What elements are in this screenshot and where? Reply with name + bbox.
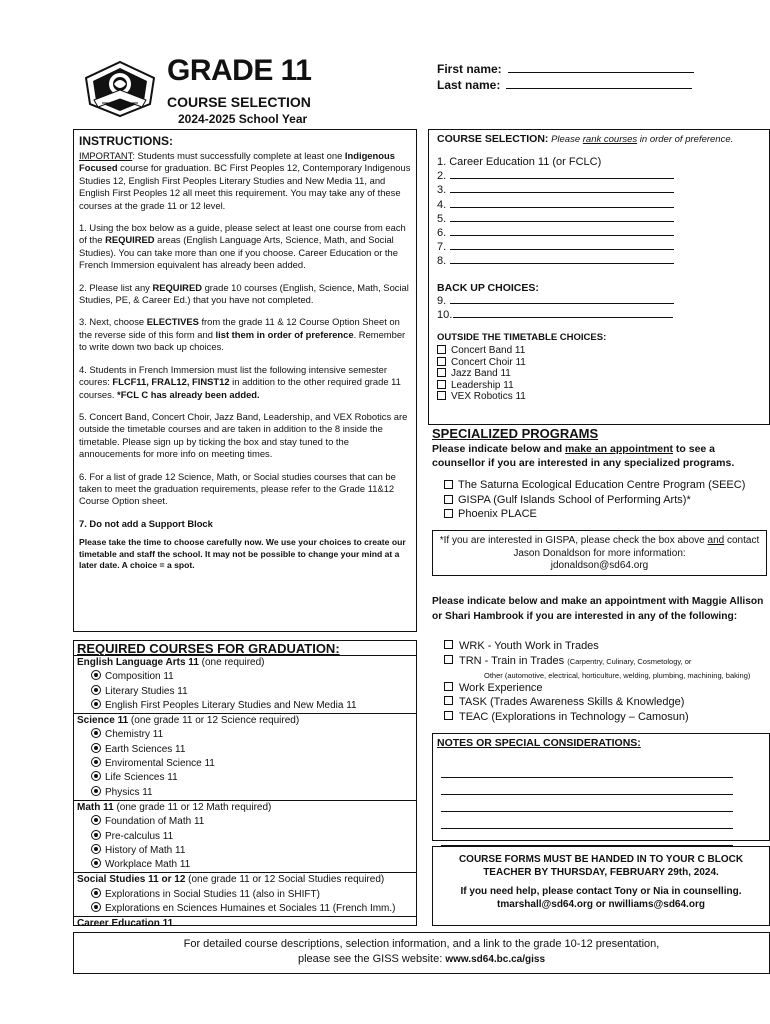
radio-button[interactable] [91,844,101,854]
trades-desc: Please indicate below and make an appointment with Maggie Allison or Shari Hambrook if you are interested in any of the following: [432,596,764,622]
specialized-choice[interactable]: The Saturna Ecological Education Centre Program (SEEC) [444,478,745,493]
notes-line[interactable] [441,818,733,829]
course-selection-heading: COURSE SELECTION: Please rank courses in order of preference. [437,133,734,145]
trades-choice[interactable]: WRK - Youth Work in Trades [444,639,750,654]
forms-due-box [432,846,770,926]
instructions-box [73,129,417,632]
outside-choice[interactable]: Jazz Band 11 [437,368,761,380]
gispa-contact-email[interactable]: jdonaldson@sd64.org [550,560,649,571]
notes-title: NOTES OR SPECIAL CONSIDERATIONS: [437,737,641,749]
backup-row[interactable]: 9. [437,294,761,308]
instructions-heading: INSTRUCTIONS: [79,134,173,148]
trades-choice[interactable]: TEAC (Explorations in Technology – Camosun) [444,710,750,725]
checkbox[interactable] [444,495,453,504]
specialized-programs-list [444,478,745,522]
checkbox[interactable] [444,509,453,518]
backup-row[interactable]: 10. [437,308,761,322]
radio-button[interactable] [91,902,101,912]
school-crest-logo [80,60,160,118]
required-section-math: Math 11 (one grade 11 or 12 Math required) Foundation of Math 11 Pre-calculus 11 History of Math 11 Workplace Math 11 [74,801,416,873]
page-subtitle: COURSE SELECTION [167,94,311,110]
required-section-social-studies: Social Studies 11 or 12 (one grade 11 or 12 Social Studies required) Explorations in Social Studies 11 (also in SHIFT) Explorations en Sciences Humaines et Sociales 11 (French Imm.) [74,873,416,917]
course-option[interactable]: Foundation of Math 11 [77,815,413,829]
trades-choice[interactable]: Work Experience [444,681,750,696]
course-option[interactable]: Literary Studies 11 [77,685,413,699]
notes-box [432,733,770,841]
checkbox[interactable] [444,640,453,649]
required-career-education: Career Education 11 [77,918,174,930]
required-courses-box [73,640,417,930]
radio-button[interactable] [91,757,101,767]
instruction-5: 5. Concert Band, Concert Choir, Jazz Band, Leadership, and VEX Robotics are outside the timetable courses and are taken in addition to the 8 inside the timetable. Please sign up by ticking the box and stay tuned to the annoucements for more info on meeting times. [79,410,408,460]
checkbox[interactable] [437,391,446,400]
specialized-programs-desc: Please indicate below and make an appointment to see a counsellor if you are interested in any specialized programs. [432,443,735,469]
counselling-contact: If you need help, please contact Tony or Nia in counselling. tmarshall@sd64.org or nwilliams@sd64.org [460,886,742,910]
first-name-field[interactable] [437,61,694,76]
checkbox[interactable] [437,368,446,377]
checkbox[interactable] [437,345,446,354]
radio-button[interactable] [91,786,101,796]
outside-choice[interactable]: Concert Band 11 [437,345,761,357]
backup-heading: BACK UP CHOICES: [437,281,539,294]
radio-button[interactable] [91,728,101,738]
required-section-science: Science 11 (one grade 11 or 12 Science required) Chemistry 11 Earth Sciences 11 Enviromental Science 11 Life Sciences 11 Physics 11 [74,714,416,801]
gispa-note [432,530,767,576]
radio-button[interactable] [91,815,101,825]
instruction-4: 4. Students in French Immersion must list the following intensive semester coures: FLCF11, FRAL12, FINST12 in addition to the other required grade 11 courses. *FCL C has already been added. [79,363,401,400]
course-option[interactable]: Pre-calculus 11 [77,830,413,844]
trades-choice-detail: Other (automotive, electrical, horticulture, welding, plumbing, machining, baking) [484,670,751,680]
notes-line[interactable] [441,835,733,846]
giss-website-link[interactable]: www.sd64.bc.ca/giss [445,953,546,965]
selection-row[interactable]: 4. [437,198,761,212]
outside-choice[interactable]: Concert Choir 11 [437,357,761,369]
instruction-1: 1. Using the box below as a guide, please select at least one course from each of the REQUIRED areas (English Language Arts, Science, Math, and Social Studies). You can take more than one if you choose. Career Education or the French Immersion equivalent has already been added. [79,222,406,271]
instruction-7: 7. Do not add a Support Block [79,517,213,529]
specialized-choice[interactable]: Phoenix PLACE [444,507,745,522]
course-option[interactable]: Explorations in Social Studies 11 (also in SHIFT) [77,888,413,902]
selection-row[interactable]: 5. [437,212,761,226]
checkbox[interactable] [444,711,453,720]
course-option[interactable]: Workplace Math 11 [77,858,413,872]
outside-timetable-heading: OUTSIDE THE TIMETABLE CHOICES: [437,332,607,344]
course-option[interactable]: Composition 11 [77,670,413,684]
footer-box [73,932,770,974]
radio-button[interactable] [91,685,101,695]
course-option[interactable]: Earth Sciences 11 [77,743,413,757]
trades-choice[interactable]: TASK (Trades Awareness Skills & Knowledge) [444,695,750,710]
radio-button[interactable] [91,858,101,868]
checkbox[interactable] [444,655,453,664]
last-name-field[interactable] [437,77,692,92]
instruction-2: 2. Please list any REQUIRED grade 10 courses (English, Science, Math, Social Studies, PE, & Career Ed.) that you have not completed. [79,281,409,306]
instruction-warning: Please take the time to choose carefully now. We use your choices to create our timetable and staff the school. It may not be possible to change your mind at a later date. A choice = a spot. [79,537,406,571]
course-option[interactable]: Enviromental Science 11 [77,757,413,771]
course-option[interactable]: Life Sciences 11 [77,771,413,785]
radio-button[interactable] [91,888,101,898]
course-option[interactable]: Chemistry 11 [77,728,413,742]
selection-row[interactable]: 3. [437,183,761,197]
instruction-important: IMPORTANT: Students must successfully complete at least one Indigenous Focused course for graduation. BC First Peoples 12, Contemporary Indigenous Studies 12, English First Peoples Literary Studies and New Media 11, and English First Peoples 12 all meet this requirement. You may take any of these courses at the grade 11 or 12 level. [79,150,411,211]
footer-text: For detailed course descriptions, selection information, and a link to the grade 10-12 presentation, please see the GISS website: www.sd64.bc.ca/giss [183,938,660,965]
instruction-6: 6. For a list of grade 12 Science, Math, or Social studies courses that can be taken to meet the graduation requirements, please refer to the Grade 11&12 Course Option sheet. [79,470,396,507]
checkbox[interactable] [444,480,453,489]
course-option[interactable]: Physics 11 [77,786,413,800]
last-name-line[interactable] [506,77,692,89]
required-section-english: English Language Arts 11 (one required) Composition 11 Literary Studies 11 English First Peoples Literary Studies and New Media 11 [74,656,416,714]
first-name-line[interactable] [508,61,694,73]
instruction-3: 3. Next, choose ELECTIVES from the grade 11 & 12 Course Option Sheet on the reverse side of this form and list them in order of preference. Remember to write down two back up choices. [79,316,406,353]
outside-choice[interactable]: VEX Robotics 11 [437,391,761,403]
radio-button[interactable] [91,771,101,781]
required-courses-title: REQUIRED COURSES FOR GRADUATION: [74,641,416,656]
last-name-label: Last name: [437,78,501,92]
selection-row[interactable]: 8. [437,254,761,268]
gispa-note-text: *If you are interested in GISPA, please check the box above and contact Jason Donaldson for more information: [439,535,760,559]
outside-choice[interactable]: Leadership 11 [437,380,761,392]
page-title: GRADE 11 [167,54,312,87]
notes-line[interactable] [441,784,733,795]
selection-row-1: 1. Career Education 11 (or FCLC) [437,156,602,168]
course-selection-box [428,129,770,425]
radio-button[interactable] [91,670,101,680]
radio-button[interactable] [91,699,101,709]
checkbox[interactable] [437,380,446,389]
course-option[interactable]: History of Math 11 [77,844,413,858]
notes-line[interactable] [441,767,733,778]
selection-row[interactable]: 7. [437,240,761,254]
notes-line[interactable] [441,801,733,812]
radio-button[interactable] [91,743,101,753]
radio-button[interactable] [91,830,101,840]
course-option[interactable]: Explorations en Sciences Humaines et Sociales 11 (French Imm.) [77,902,413,916]
first-name-label: First name: [437,62,502,76]
selection-row[interactable]: 2. [437,169,761,183]
checkbox[interactable] [444,696,453,705]
specialized-choice[interactable]: GISPA (Gulf Islands School of Performing Arts)* [444,493,745,508]
trades-choice[interactable]: TRN - Train in Trades (Carpentry, Culinary, Cosmetology, or [444,654,750,670]
forms-due-text: COURSE FORMS MUST BE HANDED IN TO YOUR C BLOCK TEACHER BY THURSDAY, FEBRUARY 29th, 2024. [458,854,744,878]
selection-row[interactable]: 6. [437,226,761,240]
specialized-programs-title: SPECIALIZED PROGRAMS [432,426,599,441]
trades-list [444,639,750,725]
checkbox[interactable] [437,357,446,366]
checkbox[interactable] [444,682,453,691]
school-year: 2024-2025 School Year [178,112,308,126]
course-option[interactable]: English First Peoples Literary Studies and New Media 11 [77,699,413,713]
